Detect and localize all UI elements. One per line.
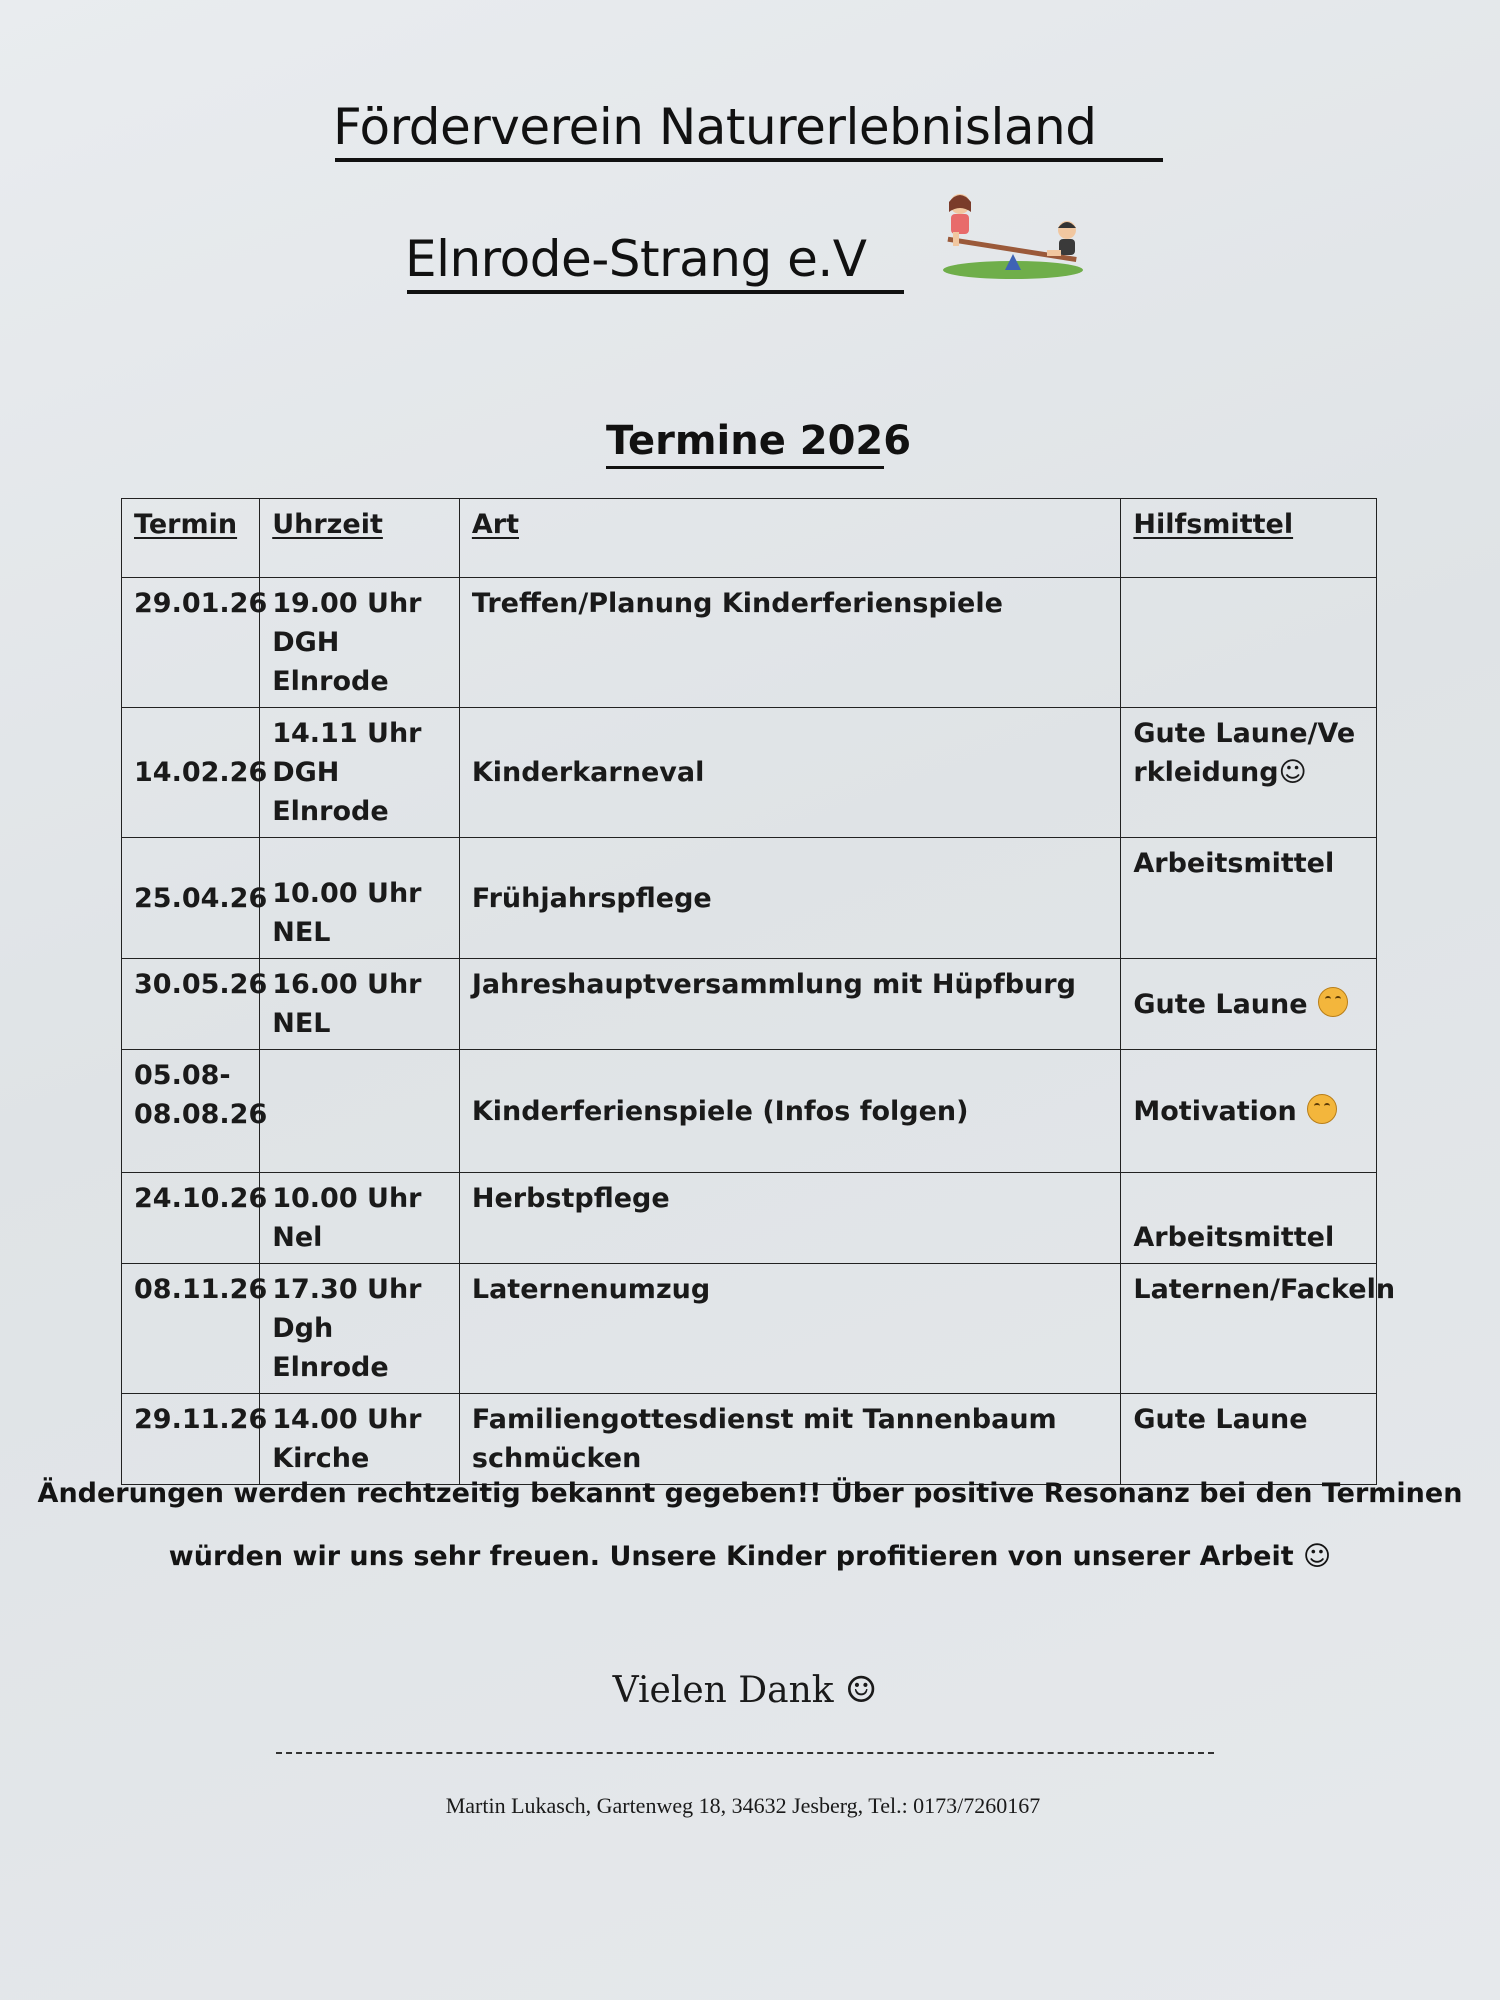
schedule-heading-underline [606, 466, 884, 469]
cell-uhrzeit [260, 1050, 460, 1173]
contact-address: Martin Lukasch, Gartenweg 18, 34632 Jesberg, Tel.: 0173/7260167 [445, 1793, 1041, 1818]
column-header-termin: Termin [122, 499, 260, 578]
dashed-divider [276, 1752, 1214, 1754]
club-name-line2: Elnrode-Strang e.V [405, 230, 867, 288]
title-underline-2 [407, 290, 904, 294]
cell-hilfsmittel: Gute Laune [1121, 1394, 1377, 1485]
cell-uhrzeit: 10.00 Uhr Nel [260, 1173, 460, 1264]
cell-hilfsmittel: Arbeitsmittel [1121, 838, 1377, 959]
cell-termin: 29.01.26 [122, 578, 260, 708]
table-header-row [122, 499, 1377, 578]
cell-art: Treffen/Planung Kinderferienspiele [459, 578, 1121, 708]
changes-note-line1: Änderungen werden rechtzeitig bekannt gegeben!! Über positive Resonanz bei den Terminen [37, 1478, 1463, 1509]
smiling-face-icon [1307, 1094, 1337, 1124]
schedule-heading: Termine 2026 [606, 418, 912, 464]
changes-note-line2: würden wir uns sehr freuen. Unsere Kinder profitieren von unserer Arbeit ☺ [168, 1541, 1332, 1572]
thanks-text: Vielen Dank ☺ [612, 1670, 878, 1711]
cell-termin: 08.11.26 [122, 1264, 260, 1394]
cell-art: Familiengottesdienst mit Tannenbaum schmücken [459, 1394, 1121, 1485]
cell-termin: 05.08-08.08.26 [122, 1050, 260, 1173]
cell-termin: 24.10.26 [122, 1173, 260, 1264]
smiling-face-icon [1318, 987, 1348, 1017]
column-header-art: Art [459, 499, 1121, 578]
title-underline-1 [335, 158, 1163, 162]
seesaw-children-icon [935, 192, 1090, 287]
schedule-table [121, 498, 1396, 1485]
cell-uhrzeit: 17.30 Uhr Dgh Elnrode [260, 1264, 460, 1394]
cell-uhrzeit: 14.00 Uhr Kirche [260, 1394, 460, 1485]
cell-termin: 25.04.26 [122, 838, 260, 959]
table-row [122, 838, 1377, 959]
cell-hilfsmittel: Arbeitsmittel [1121, 1173, 1377, 1264]
cell-hilfsmittel: Gute Laune [1121, 959, 1377, 1050]
club-name-line1: Förderverein Naturerlebnisland [333, 98, 1097, 156]
column-header-uhrzeit: Uhrzeit [260, 499, 460, 578]
cell-hilfsmittel: Motivation [1121, 1050, 1377, 1173]
table-row [122, 578, 1377, 708]
cell-termin: 14.02.26 [122, 708, 260, 838]
cell-uhrzeit: 16.00 Uhr NEL [260, 959, 460, 1050]
cell-art: Kinderferienspiele (Infos folgen) [459, 1050, 1121, 1173]
table-row [122, 1173, 1377, 1264]
table-row [122, 708, 1377, 838]
cell-hilfsmittel: Laternen/Fackeln [1121, 1264, 1377, 1394]
cell-termin: 29.11.26 [122, 1394, 260, 1485]
table-row [122, 959, 1377, 1050]
cell-uhrzeit: 14.11 Uhr DGH Elnrode [260, 708, 460, 838]
cell-uhrzeit: 10.00 Uhr NEL [260, 838, 460, 959]
cell-art: Herbstpflege [459, 1173, 1121, 1264]
cell-art: Laternenumzug [459, 1264, 1121, 1394]
table-row [122, 1264, 1377, 1394]
cell-hilfsmittel [1121, 578, 1377, 708]
cell-art: Jahreshauptversammlung mit Hüpfburg [459, 959, 1121, 1050]
table-row [122, 1050, 1377, 1173]
table-row [122, 1394, 1377, 1485]
cell-hilfsmittel: Gute Laune/Verkleidung☺ [1121, 708, 1377, 838]
cell-art: Frühjahrspflege [459, 838, 1121, 959]
cell-uhrzeit: 19.00 Uhr DGH Elnrode [260, 578, 460, 708]
column-header-hilfsmittel: Hilfsmittel [1121, 499, 1377, 578]
cell-art: Kinderkarneval [459, 708, 1121, 838]
cell-termin: 30.05.26 [122, 959, 260, 1050]
